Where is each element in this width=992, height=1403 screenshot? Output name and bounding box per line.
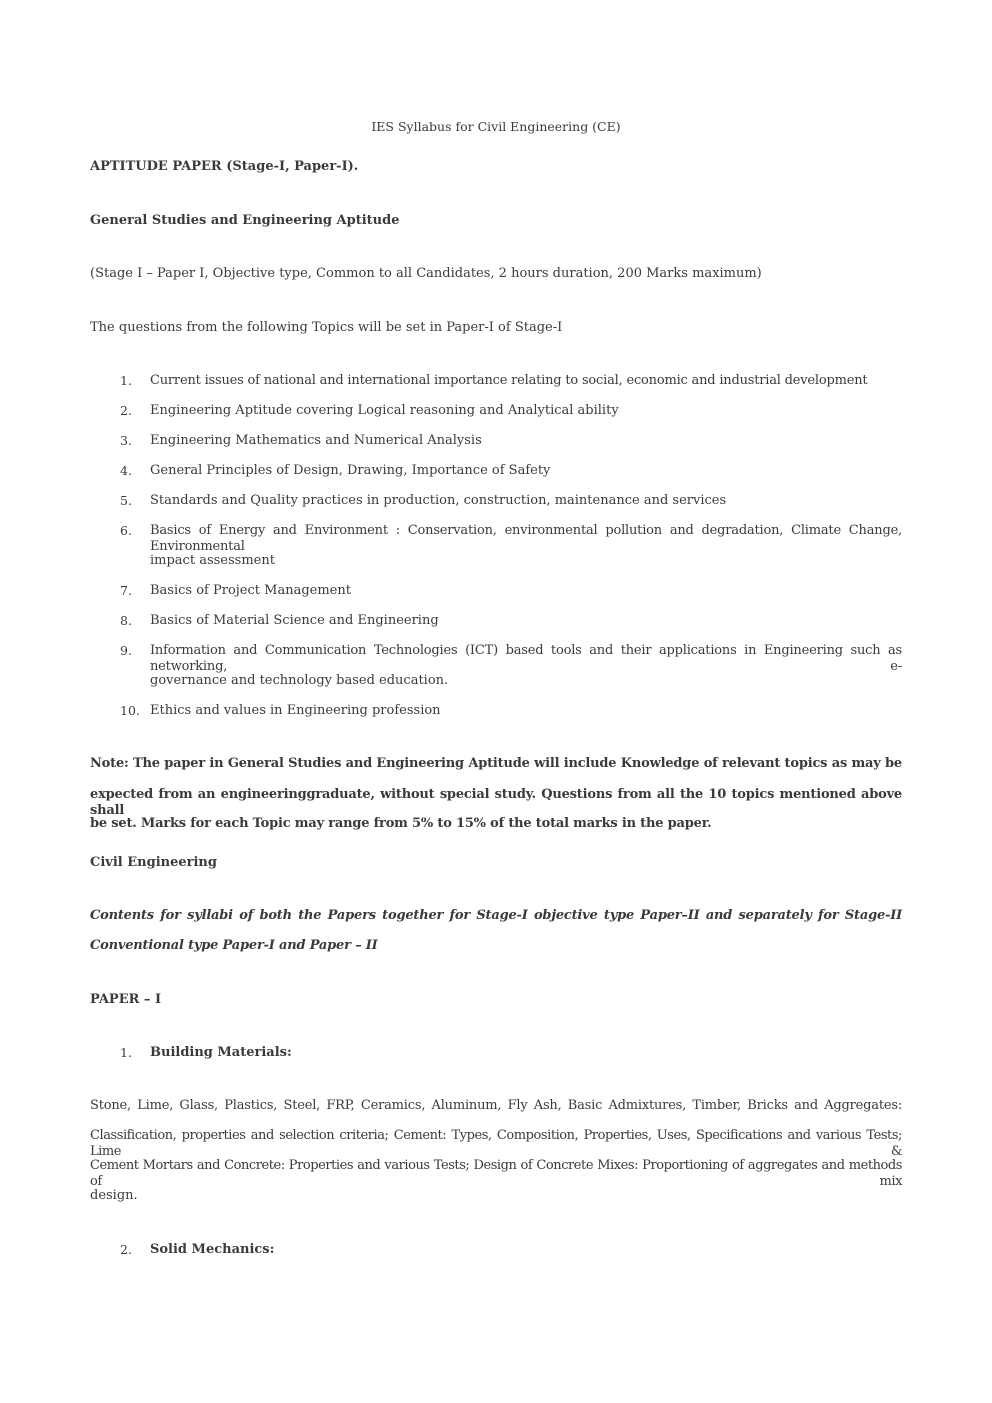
list-item-continuation: impact assessment (150, 553, 275, 568)
note-line-3: be set. Marks for each Topic may range from 5% to 15% of the total marks in the paper. (90, 816, 712, 831)
note-line-1: Note: The paper in General Studies and Engineering Aptitude will include Knowledge of relevant topics as may be (90, 756, 902, 771)
building-materials-line-2: Classification, properties and selection criteria; Cement: Types, Composition, Properties, Uses, Specifications and various Tests; Lime & (90, 1128, 902, 1159)
paper-1-heading: PAPER – I (90, 992, 162, 1007)
list-item: Current issues of national and international importance relating to social, economic and industrial development (150, 373, 868, 388)
list-item-number: 5. (120, 493, 132, 508)
civil-engineering-heading: Civil Engineering (90, 855, 217, 870)
aptitude-paper-heading: APTITUDE PAPER (Stage-I, Paper-I). (90, 159, 359, 174)
building-materials-line-3: Cement Mortars and Concrete: Properties and various Tests; Design of Concrete Mixes: Proportioning of aggregates and methods of mix (90, 1158, 902, 1189)
list-item: Basics of Energy and Environment : Conservation, environmental pollution and degradation, Climate Change, Environmental (150, 523, 902, 554)
section-number: 1. (120, 1045, 132, 1060)
list-item: General Principles of Design, Drawing, Importance of Safety (150, 463, 551, 478)
contents-line-2: Conventional type Paper-I and Paper – II (90, 938, 378, 953)
list-item: Standards and Quality practices in production, construction, maintenance and services (150, 493, 727, 508)
list-item: Engineering Aptitude covering Logical reasoning and Analytical ability (150, 403, 619, 418)
list-item: Ethics and values in Engineering profession (150, 703, 441, 718)
building-materials-line-1: Stone, Lime, Glass, Plastics, Steel, FRP, Ceramics, Aluminum, Fly Ash, Basic Admixtures, Timber, Bricks and Aggregates: (90, 1098, 902, 1113)
list-item-number: 2. (120, 403, 132, 418)
building-materials-line-4: design. (90, 1188, 138, 1203)
general-studies-heading: General Studies and Engineering Aptitude (90, 213, 400, 228)
list-item-number: 6. (120, 523, 132, 538)
building-materials-heading: Building Materials: (150, 1045, 292, 1060)
solid-mechanics-heading: Solid Mechanics: (150, 1242, 275, 1257)
list-item: Engineering Mathematics and Numerical Analysis (150, 433, 482, 448)
section-number: 2. (120, 1242, 132, 1257)
note-line-2: expected from an engineeringgraduate, without special study. Questions from all the 10 topics mentioned above shall (90, 787, 902, 818)
list-item-number: 1. (120, 373, 132, 388)
list-item-number: 3. (120, 433, 132, 448)
list-item-continuation: governance and technology based education. (150, 673, 449, 688)
document-title: IES Syllabus for Civil Engineering (CE) (371, 119, 621, 134)
list-item-number: 9. (120, 643, 132, 658)
list-item: Information and Communication Technologies (ICT) based tools and their applications in Engineering such as networking, e- (150, 643, 902, 674)
list-item-number: 7. (120, 583, 132, 598)
contents-line-1: Contents for syllabi of both the Papers together for Stage-I objective type Paper–II and separately for Stage-II (90, 908, 902, 923)
stage-info-text: (Stage I – Paper I, Objective type, Common to all Candidates, 2 hours duration, 200 Marks maximum) (90, 266, 762, 281)
list-item-number: 4. (120, 463, 132, 478)
topics-intro-text: The questions from the following Topics will be set in Paper-I of Stage-I (90, 320, 563, 335)
list-item: Basics of Project Management (150, 583, 351, 598)
list-item-number: 10. (120, 703, 140, 718)
list-item-number: 8. (120, 613, 132, 628)
list-item: Basics of Material Science and Engineering (150, 613, 439, 628)
